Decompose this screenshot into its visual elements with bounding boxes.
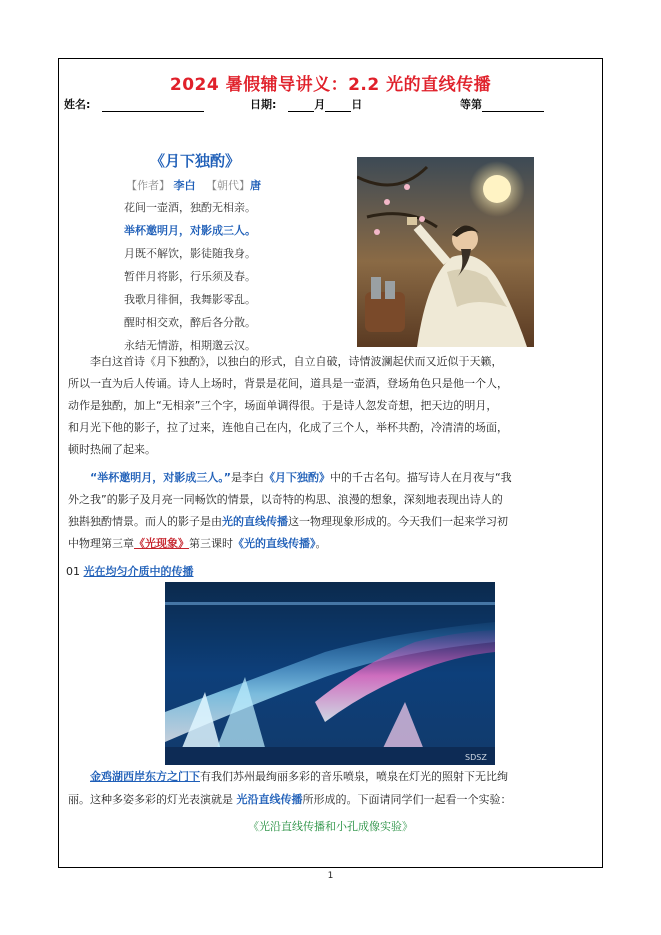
name-label: 姓名: [64, 98, 91, 111]
intro-line: 李白这首诗《月下独酌》，以独白的形式，自立自破，诗情波澜起伏而又近似于天籁， [90, 355, 503, 368]
poem-line: 醒时相交欢，醉后各分散。 [124, 316, 256, 329]
name-blank [102, 100, 204, 112]
poem-line: 花间一壶酒，独酌无相亲。 [124, 201, 256, 214]
lesson-title: 《光的直线传播》 [233, 537, 316, 550]
text-span: 是李白 [230, 471, 264, 484]
text-span: 中物理第三章 [68, 537, 134, 550]
dynasty-tag: 【朝代】 [206, 179, 250, 192]
poem-author: 李白 [173, 179, 196, 192]
principle-term: 光沿直线传播 [236, 793, 303, 806]
poem-author-line [126, 177, 261, 193]
phenomenon-term: 光的直线传播 [222, 515, 288, 528]
text-span: 有我们苏州最绚丽多彩的音乐喷泉，喷泉在灯光的照射下无比绚 [200, 770, 508, 783]
text-span: 第三课时 [189, 537, 233, 550]
intro-line: 动作是独酌，加上“无相亲”三个字，场面单调得很。于是诗人忽发奇想，把天边的明月， [68, 399, 498, 412]
watermark: SDSZ [465, 753, 487, 762]
text-span: 独斟独酌情景。而人的影子是由 [68, 515, 222, 528]
intro-paragraph-cont [68, 373, 600, 461]
author-tag: 【作者】 [126, 179, 170, 192]
lesson-paragraph-line4 [68, 533, 600, 555]
location-link[interactable]: 金鸡湖西岸东方之门下 [90, 770, 200, 783]
intro-line: 所以一直为后人传诵。诗人上场时，背景是花间，道具是一壶酒，登场角色只是他一个人， [68, 377, 508, 390]
section-heading [66, 563, 194, 579]
month-label: 月 [314, 98, 326, 111]
name-field [64, 96, 204, 112]
poem-title: 《月下独酌》 [150, 152, 241, 170]
page-number: 1 [327, 871, 334, 881]
fountain-photo [165, 582, 495, 765]
day-label: 日 [351, 98, 363, 111]
lesson-paragraph-line3 [68, 511, 600, 533]
date-field [250, 96, 362, 112]
text-span: 。 [315, 537, 327, 550]
grade-blank [482, 100, 544, 112]
text-span: 外之我”的影子及月亮一同畅饮的情景，以奇特的构思、浪漫的想象，深刻地表现出诗人的 [68, 493, 503, 506]
poem-line: 永结无情游，相期邈云汉。 [124, 339, 256, 352]
fountain-paragraph [68, 766, 600, 788]
li-bai-illustration [357, 157, 534, 347]
poem-dynasty: 唐 [250, 179, 261, 192]
text-span: 丽。这种多姿多彩的灯光表演就是 [68, 793, 237, 806]
lesson-paragraph [68, 467, 600, 489]
poem-line: 暂伴月将影，行乐须及春。 [124, 270, 256, 283]
date-label: 日期: [250, 98, 277, 111]
famous-quote: “举杯邀明月，对影成三人。” [90, 471, 231, 484]
section-title: 光在均匀介质中的传播 [83, 565, 194, 578]
poem-line: 月既不解饮，影徒随我身。 [124, 247, 256, 260]
fountain-paragraph-line2 [68, 789, 600, 811]
intro-line: 顿时热闹了起来。 [68, 443, 156, 456]
page-title: 2024 暑假辅导讲义：2.2 光的直线传播 [169, 75, 492, 95]
text-span: 这一物理现象形成的。今天我们一起来学习初 [288, 515, 508, 528]
poem-line: 我歌月徘徊，我舞影零乱。 [124, 293, 256, 306]
intro-paragraph [68, 351, 600, 373]
grade-label: 等第 [460, 98, 482, 111]
text-span: 中的千古名句。描写诗人在月夜与“我 [329, 471, 512, 484]
section-number: 01 [66, 565, 80, 578]
intro-line: 和月光下他的影子，拉了过来，连他自己在内，化成了三个人，举杯共酌，冷清清的场面， [68, 421, 508, 434]
chapter-link[interactable]: 《光现象》 [134, 537, 189, 550]
poem-reference: 《月下独酌》 [263, 471, 330, 484]
experiment-caption: 《光沿直线传播和小孔成像实验》 [248, 820, 413, 833]
month-blank [288, 100, 314, 112]
day-blank [325, 100, 351, 112]
grade-field [460, 96, 544, 112]
poem-line-highlight: 举杯邀明月，对影成三人。 [124, 224, 256, 237]
lesson-paragraph-line2 [68, 489, 600, 511]
text-span: 所形成的。下面请同学们一起看一个实验： [302, 793, 512, 806]
